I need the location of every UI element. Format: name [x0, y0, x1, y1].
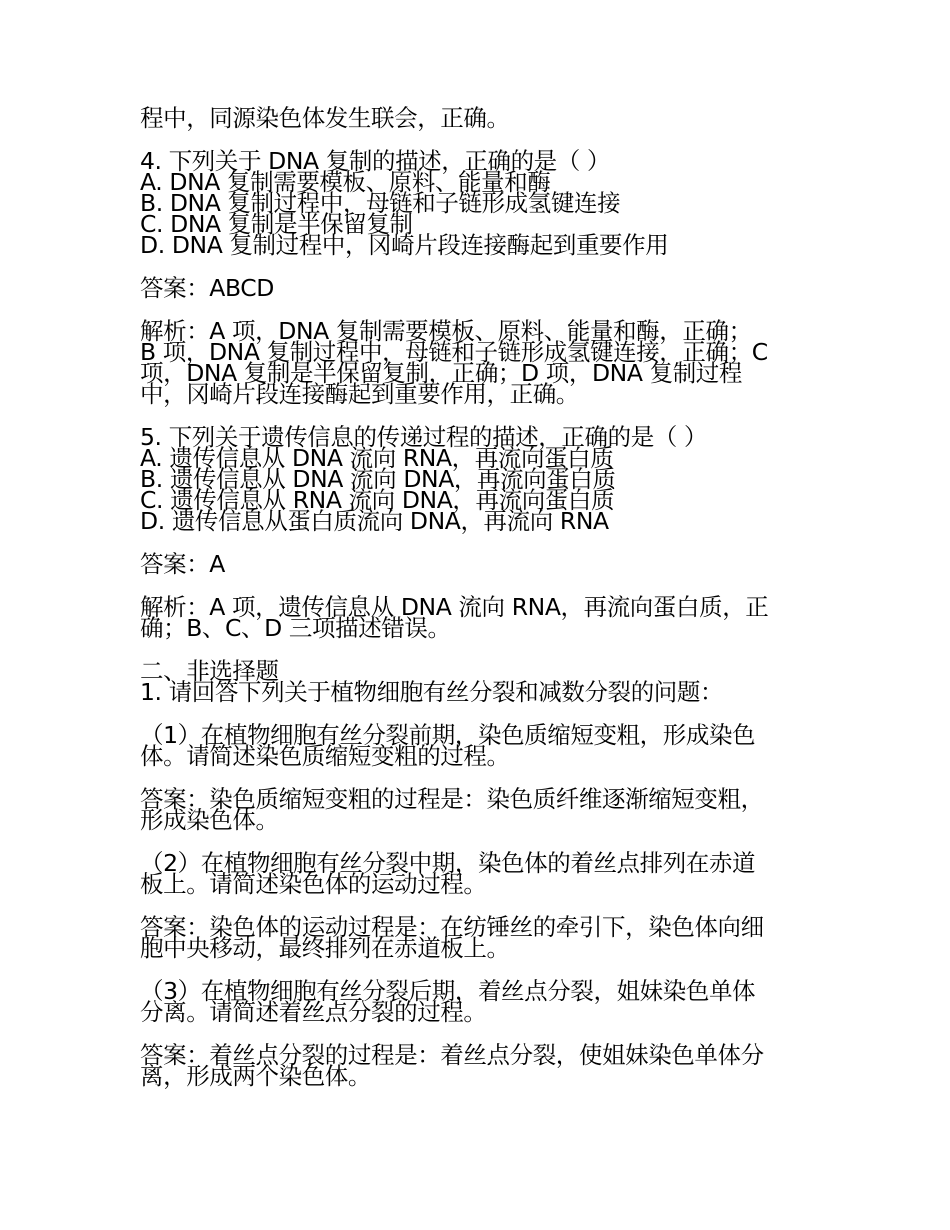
- question-5-stem: 5. 下列关于遗传信息的传递过程的描述，正确的是（ ）: [140, 423, 708, 451]
- section-2: [140, 657, 820, 706]
- answer-line: 答案：染色质缩短变粗的过程是：染色质纤维逐渐缩短变粗，: [140, 785, 764, 813]
- analysis-line: 中，冈崎片段连接酶起到重要作用，正确。: [140, 380, 579, 408]
- question-4-option-a: A. DNA 复制需要模板、原料、能量和酶: [140, 168, 551, 196]
- question-line: 板上。请简述染色体的运动过程。: [140, 870, 487, 898]
- answer-line: 答案：着丝点分裂的过程是：着丝点分裂，使姐妹染色单体分: [140, 1041, 764, 1069]
- section-2-question-1-stem: 1. 请回答下列关于植物细胞有丝分裂和减数分裂的问题：: [140, 678, 724, 706]
- text-line: 程中，同源染色体发生联会，正确。: [140, 104, 510, 132]
- question-4-option-c: C. DNA 复制是半保留复制: [140, 210, 413, 238]
- answer-line: 形成染色体。: [140, 806, 279, 834]
- question-5-option-d: D. 遗传信息从蛋白质流向 DNA，再流向 RNA: [140, 507, 609, 535]
- part-2-answer: [140, 913, 820, 962]
- document-page: [140, 104, 820, 1109]
- part-3-question: [140, 977, 820, 1026]
- answer-line: 答案：染色体的运动过程是：在纺锤丝的牵引下，染色体向细: [140, 913, 764, 941]
- section-heading: 二、非选择题: [140, 657, 279, 685]
- answer-line: 胞中央移动，最终排列在赤道板上。: [140, 934, 510, 962]
- question-line: （3）在植物细胞有丝分裂后期，着丝点分裂，姐妹染色单体: [140, 977, 756, 1005]
- question-4-option-d: D. DNA 复制过程中，冈崎片段连接酶起到重要作用: [140, 231, 669, 259]
- question-5-answer: [140, 550, 820, 578]
- question-4-option-b: B. DNA 复制过程中，母链和子链形成氢键连接: [140, 189, 621, 217]
- question-5: [140, 423, 820, 535]
- part-1-answer: [140, 785, 820, 834]
- part-3-answer: [140, 1041, 820, 1090]
- analysis-line: 解析：A 项，遗传信息从 DNA 流向 RNA，再流向蛋白质，正: [140, 593, 769, 621]
- answer-text: 答案：A: [140, 550, 225, 578]
- answer-line: 离，形成两个染色体。: [140, 1062, 371, 1090]
- question-5-option-c: C. 遗传信息从 RNA 流向 DNA，再流向蛋白质: [140, 486, 615, 514]
- answer-text: 答案：ABCD: [140, 274, 274, 302]
- analysis-line: B 项，DNA 复制过程中，母链和子链形成氢键连接，正确；C: [140, 338, 768, 366]
- part-2-question: [140, 849, 820, 898]
- question-5-option-b: B. 遗传信息从 DNA 流向 DNA，再流向蛋白质: [140, 465, 616, 493]
- analysis-line: 确；B、C、D 三项描述错误。: [140, 614, 451, 642]
- part-1-question: [140, 721, 820, 770]
- analysis-line: 解析：A 项，DNA 复制需要模板、原料、能量和酶，正确；: [140, 317, 752, 345]
- question-4-stem: 4. 下列关于 DNA 复制的描述，正确的是（ ）: [140, 147, 611, 175]
- question-4-analysis: [140, 317, 820, 408]
- question-5-option-a: A. 遗传信息从 DNA 流向 RNA，再流向蛋白质: [140, 444, 614, 472]
- question-line: 分离。请简述着丝点分裂的过程。: [140, 998, 487, 1026]
- question-4-answer: [140, 274, 820, 302]
- question-line: （2）在植物细胞有丝分裂中期，染色体的着丝点排列在赤道: [140, 849, 756, 877]
- question-4: [140, 147, 820, 259]
- question-5-analysis: [140, 593, 820, 642]
- question-line: 体。请简述染色质缩短变粗的过程。: [140, 742, 510, 770]
- question-line: （1）在植物细胞有丝分裂前期，染色质缩短变粗，形成染色: [140, 721, 756, 749]
- analysis-line: 项，DNA 复制是半保留复制，正确；D 项，DNA 复制过程: [140, 359, 743, 387]
- previous-analysis-tail: [140, 104, 820, 132]
